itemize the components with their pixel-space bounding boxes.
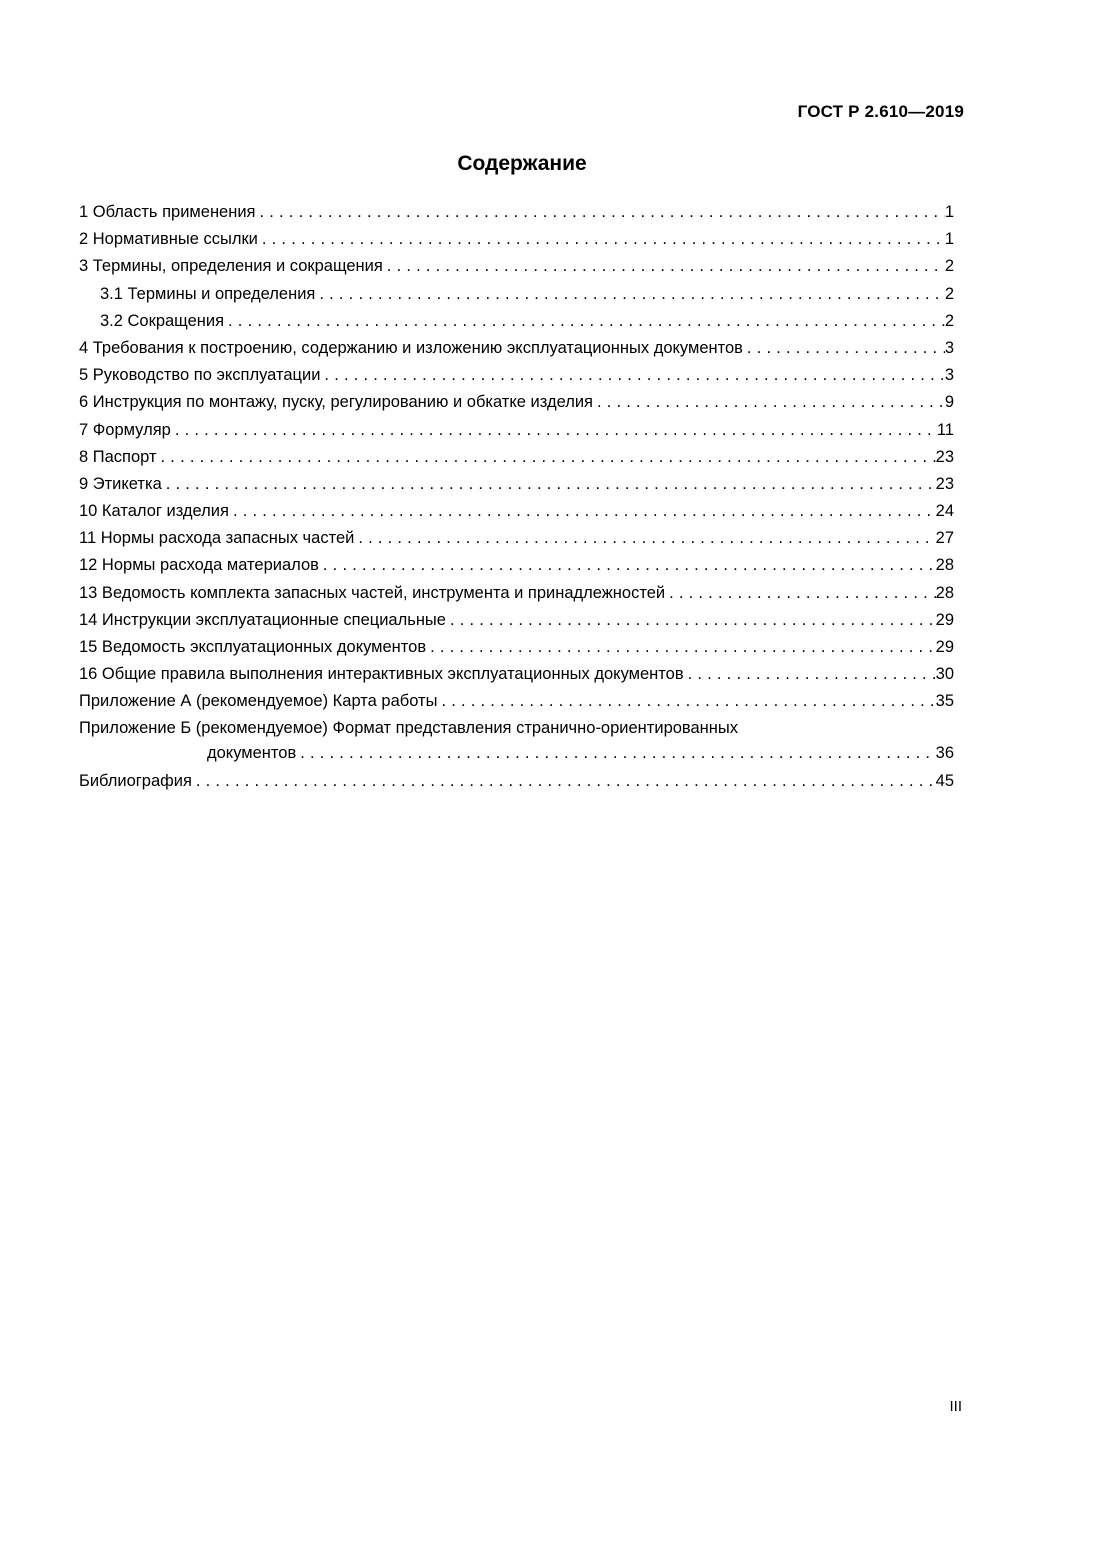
- toc-entry[interactable]: [79, 580, 954, 607]
- toc-entry[interactable]: [79, 688, 954, 715]
- toc-leader-dots: [300, 741, 935, 765]
- toc-entry-page: 2: [944, 284, 954, 303]
- toc-entry[interactable]: [79, 199, 954, 226]
- toc-entry[interactable]: [79, 498, 954, 525]
- toc-subentry[interactable]: [79, 281, 954, 308]
- toc-entry-label-continuation: документов: [207, 743, 297, 762]
- toc-leader-dots: [323, 552, 936, 579]
- toc-entry-label: 5 Руководство по эксплуатации: [79, 366, 321, 385]
- toc-entry-page: 1: [944, 203, 954, 221]
- toc-entry[interactable]: [79, 444, 954, 471]
- toc-entry-page: 3: [944, 338, 954, 357]
- toc-leader-dots: [260, 199, 945, 226]
- toc-leader-dots: [450, 607, 936, 634]
- toc-subentry[interactable]: [79, 308, 954, 335]
- toc-entry-page: 28: [935, 556, 954, 575]
- toc-entry-page: 27: [935, 529, 954, 548]
- toc-entry-page: 2: [944, 311, 954, 330]
- toc-entry-continuation: [79, 741, 954, 768]
- toc-leader-dots: [358, 525, 935, 552]
- toc-leader-dots: [324, 362, 944, 389]
- toc-leader-dots: [688, 661, 936, 688]
- toc-entry-page: 9: [944, 393, 954, 412]
- toc-entry-label: 1 Область применения: [79, 203, 256, 221]
- toc-entry-label: 7 Формуляр: [79, 420, 171, 439]
- toc-leader-dots: [319, 281, 944, 308]
- toc-entry-page: 35: [935, 692, 954, 711]
- toc-leader-dots: [262, 226, 945, 253]
- toc-entry-page: 30: [935, 665, 954, 684]
- toc-entry-label: 12 Нормы расхода материалов: [79, 556, 319, 575]
- toc-entry-page: 23: [935, 474, 954, 493]
- toc-entry[interactable]: [79, 661, 954, 688]
- toc-entry-page: 3: [944, 366, 954, 385]
- toc-entry[interactable]: [79, 525, 954, 552]
- page-title: Содержание: [457, 152, 587, 175]
- toc-entry-page: 29: [935, 638, 954, 656]
- toc-leader-dots: [747, 335, 945, 362]
- toc-entry[interactable]: [79, 552, 954, 579]
- toc-leader-dots: [175, 417, 937, 444]
- toc-entry-label: 11 Нормы расхода запасных частей: [79, 529, 355, 548]
- toc-entry-label: 8 Паспорт: [79, 447, 157, 466]
- toc-entry[interactable]: [79, 226, 954, 253]
- toc-entry-label: Библиография: [79, 771, 192, 790]
- toc-leader-dots: [597, 389, 945, 416]
- table-of-contents: [79, 199, 954, 795]
- toc-entry-label: 2 Нормативные ссылки: [79, 230, 258, 249]
- toc-entry[interactable]: [79, 768, 954, 795]
- toc-leader-dots: [196, 768, 936, 795]
- toc-entry-page: 36: [935, 743, 954, 762]
- toc-entry-label: Приложение А (рекомендуемое) Карта работы: [79, 692, 438, 711]
- toc-entry[interactable]: [79, 335, 954, 362]
- toc-entry-label: 3 Термины, определения и сокращения: [79, 257, 383, 276]
- toc-leader-dots: [669, 580, 936, 607]
- toc-entry-label: 6 Инструкция по монтажу, пуску, регулированию и обкатке изделия: [79, 393, 593, 412]
- toc-entry[interactable]: [79, 253, 954, 280]
- toc-entry-label: 16 Общие правила выполнения интерактивных эксплуатационных документов: [79, 665, 684, 684]
- toc-entry-page: 23: [935, 447, 954, 466]
- toc-entry[interactable]: [79, 471, 954, 498]
- toc-entry-label: 15 Ведомость эксплуатационных документов: [79, 638, 427, 656]
- toc-entry-label: 4 Требования к построению, содержанию и изложению эксплуатационных документов: [79, 338, 743, 357]
- toc-entry-page: 29: [935, 610, 954, 629]
- toc-entry-label: 3.2 Сокращения: [100, 311, 225, 330]
- toc-entry[interactable]: [79, 607, 954, 634]
- toc-entry[interactable]: [79, 634, 954, 661]
- toc-entry-label: 13 Ведомость комплекта запасных частей, инструмента и принадлежностей: [79, 583, 666, 602]
- toc-entry[interactable]: [79, 389, 954, 416]
- document-code: ГОСТ Р 2.610—2019: [797, 102, 964, 121]
- toc-leader-dots: [430, 634, 936, 661]
- toc-entry-label: 10 Каталог изделия: [79, 502, 229, 521]
- toc-entry-page: 2: [944, 257, 954, 276]
- page-number: III: [949, 1398, 962, 1415]
- toc-leader-dots: [441, 688, 935, 715]
- toc-leader-dots: [166, 471, 936, 498]
- toc-entry[interactable]: [79, 362, 954, 389]
- toc-entry-label: 14 Инструкции эксплуатационные специальные: [79, 610, 446, 629]
- toc-entry-label: Приложение Б (рекомендуемое) Формат представления странично-ориентированных: [79, 718, 739, 737]
- toc-entry-label: 9 Этикетка: [79, 474, 162, 493]
- toc-leader-dots: [161, 444, 936, 471]
- toc-entry-label: 3.1 Термины и определения: [100, 284, 316, 303]
- toc-entry-page: 28: [935, 583, 954, 602]
- toc-leader-dots: [387, 253, 945, 280]
- toc-entry-page: 45: [935, 771, 954, 790]
- toc-entry[interactable]: [79, 716, 954, 768]
- toc-entry-page: 24: [935, 502, 954, 521]
- toc-entry[interactable]: [79, 417, 954, 444]
- toc-leader-dots: [233, 498, 936, 525]
- toc-entry-page: 1: [944, 230, 954, 249]
- toc-entry-page: 11: [936, 420, 954, 439]
- toc-leader-dots: [228, 308, 945, 335]
